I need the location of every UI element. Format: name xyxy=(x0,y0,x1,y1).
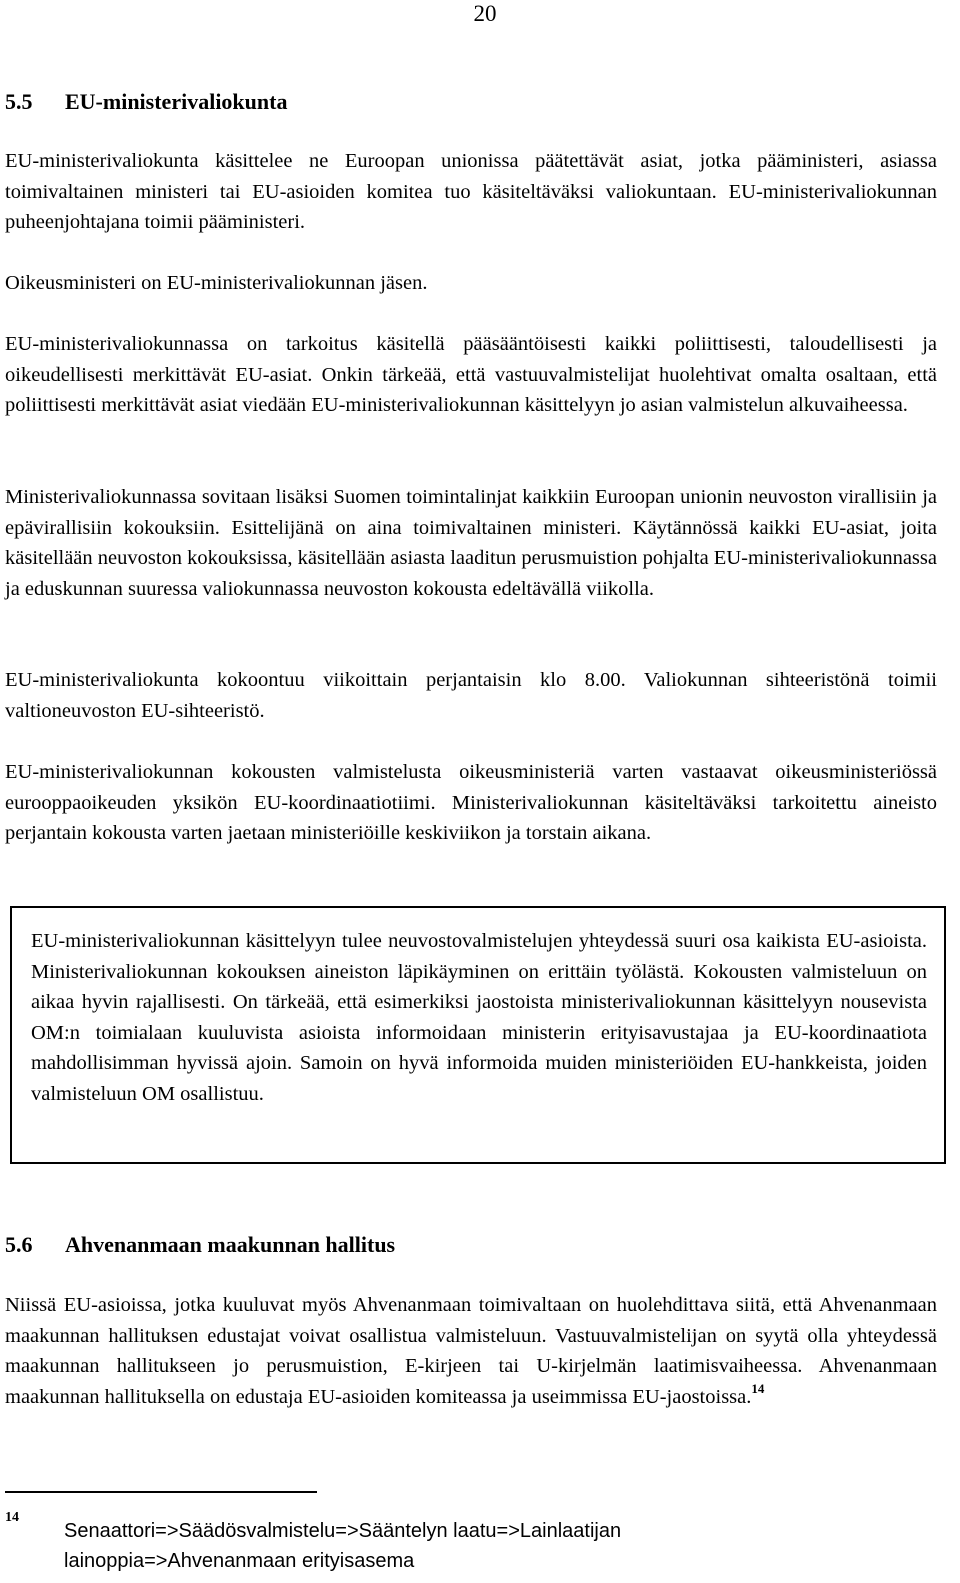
footnote-text: Senaattori=>Säädösvalmistelu=>Sääntelyn laatu=>Lainlaatijan lainoppia=>Ahvenanmaan erityisasema xyxy=(64,1520,622,1572)
page-number: 20 xyxy=(473,1,497,26)
section-title: EU-ministerivaliokunta xyxy=(65,89,288,114)
section-title: Ahvenanmaan maakunnan hallitus xyxy=(65,1232,396,1257)
footnote-number: 14 xyxy=(5,1510,19,1525)
boxed-note-text: EU-ministerivaliokunnan käsittelyyn tulee neuvostovalmistelujen yhteydessä suuri osa kaikista EU-asioista. Ministerivaliokunnan kokouksen aineiston läpikäyminen on erittäin työlästä. Kokousten valmisteluun on aikaa hyvin rajallisesti. On tärkeää, että esimerkiksi jaostoista ministerivaliokunnan käsittelyyn nousevista OM:n toimialaan kuuluvista asioista informoidaan ministerin erityisavustajaa ja EU-koordinaatiota mahdollisimman hyvissä ajoin. Samoin on hyvä informoida muiden ministeriöiden EU-hankkeista, joiden valmisteluun OM osallistuu. xyxy=(31,930,927,1105)
section-heading-5-5 xyxy=(5,88,287,116)
paragraph-4: Ministerivaliokunnassa sovitaan lisäksi Suomen toimintalinjat kaikkiin Euroopan unionin neuvoston virallisiin ja epävirallisiin kokouksiin. Esittelijänä on aina toimivaltainen ministeri. Käytännössä kaikki EU-asiat, joita käsitellään neuvoston kokouksissa, käsitellään asiasta laaditun perusmuistion pohjalta EU-ministerivaliokunnassa ja eduskunnan suuressa valiokunnassa neuvoston kokousta edeltävällä viikolla. xyxy=(5,486,937,600)
paragraph-ahvenanmaa-text: Niissä EU-asioissa, jotka kuuluvat myös Ahvenanmaan toimivaltaan on huolehdittava siitä, että Ahvenanmaan maakunnan hallituksen edustajat voivat osallistua valmisteluun. Vastuuvalmistelijan on syytä olla yhteydessä maakunnan hallitukseen jo perusmuistion, E-kirjeen tai U-kirjelmän laatimisvaiheessa. Ahvenanmaan maakunnan hallituksella on edustaja EU-asioiden komiteassa ja useimmissa EU-jaostoissa. xyxy=(5,1294,937,1408)
footnote-reference[interactable]: 14 xyxy=(751,1380,765,1396)
paragraph-1: EU-ministerivaliokunta käsittelee ne Euroopan unionissa päätettävät asiat, jotka pääministeri, asiassa toimivaltainen ministeri tai EU-asioiden komitea tuo käsiteltäväksi valiokuntaan. EU-ministerivaliokunnan puheenjohtajana toimii pääministeri. xyxy=(5,150,937,233)
section-number: 5.6 xyxy=(5,1232,33,1257)
paragraph-3: EU-ministerivaliokunnassa on tarkoitus käsitellä pääsääntöisesti kaikki poliittisesti, taloudellisesti ja oikeudellisesti merkittävät EU-asiat. Onkin tärkeää, että vastuuvalmistelijat huolehtivat omalta osaltaan, että poliittisesti merkittävät asiat viedään EU-ministerivaliokunnan käsittelyyn jo asian valmistelun alkuvaiheessa. xyxy=(5,333,937,416)
footnote-divider xyxy=(5,1491,317,1493)
section-heading-5-6 xyxy=(5,1231,395,1259)
paragraph-5: EU-ministerivaliokunta kokoontuu viikoittain perjantaisin klo 8.00. Valiokunnan sihteeristönä toimii valtioneuvoston EU-sihteeristö. xyxy=(5,669,937,722)
boxed-note xyxy=(10,906,946,1164)
paragraph-6: EU-ministerivaliokunnan kokousten valmistelusta oikeusministeriä varten vastaavat oikeusministeriössä eurooppaoikeuden yksikön EU-koordinaatiotiimi. Ministerivaliokunnan käsiteltäväksi tarkoitettu aineisto perjantain kokousta varten jaetaan ministeriöille keskiviikon ja torstain aikana. xyxy=(5,761,937,844)
paragraph-ahvenanmaa xyxy=(5,1290,937,1412)
section-number: 5.5 xyxy=(5,89,33,114)
paragraph-2: Oikeusministeri on EU-ministerivaliokunnan jäsen. xyxy=(5,272,428,294)
